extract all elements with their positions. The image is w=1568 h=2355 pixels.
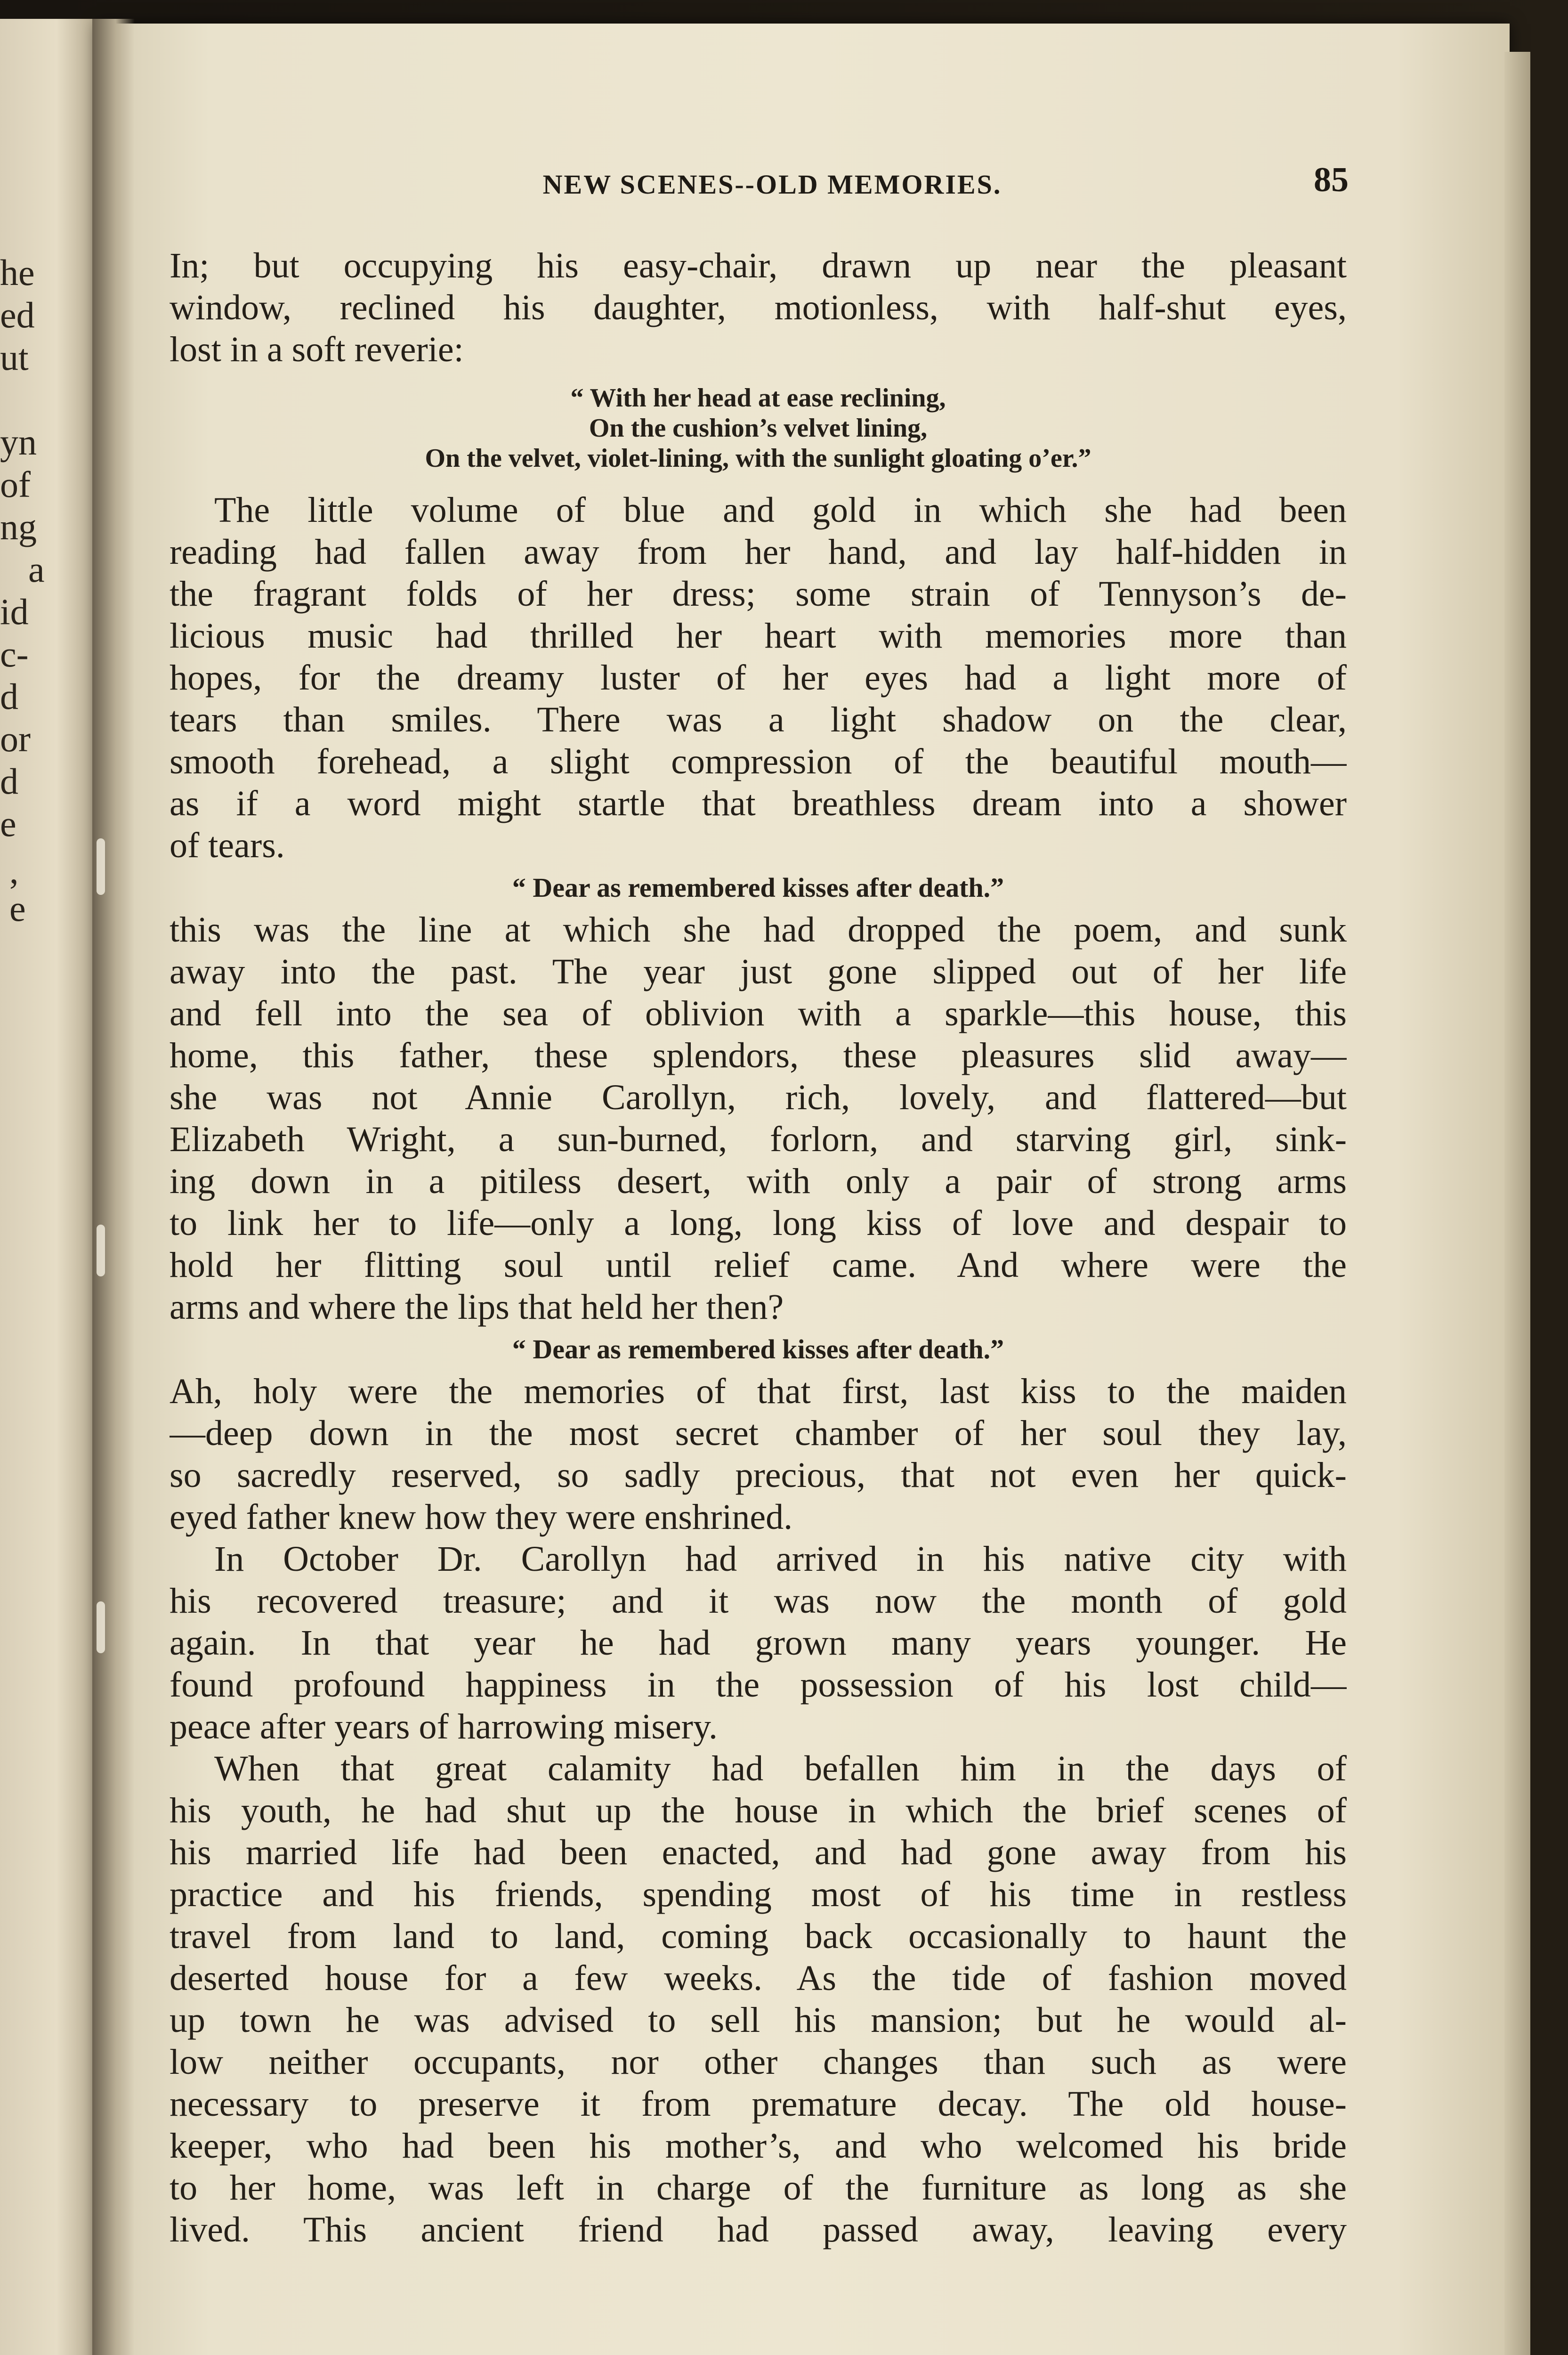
text-line: home, this father, these splendors, these pleasures slid away— [170,1036,1347,1075]
prev-page-fragment: e [9,888,26,929]
page-block-edge [1504,52,1530,2355]
text-line: tears than smiles. There was a light shadow on the clear, [170,700,1347,739]
prev-page-fragment: ut [0,337,29,378]
text-line: In October Dr. Carollyn had arrived in his native city with [214,1539,1347,1579]
text-line: When that great calamity had befallen him in the days of [214,1749,1347,1788]
text-line: and fell into the sea of oblivion with a sparkle—this house, this [170,994,1347,1033]
text-line: the fragrant folds of her dress; some strain of Tennyson’s de- [170,574,1347,614]
text-line: away into the past. The year just gone slipped out of her life [170,952,1347,991]
previous-page-edge [0,19,97,2355]
text-line: hold her flitting soul until relief came. And where were the [170,1245,1347,1285]
verse-line: On the velvet, violet-lining, with the sunlight gloating o’er.” [425,444,1091,473]
text-line: to her home, was left in charge of the furniture as long as she [170,2168,1347,2208]
text-line: In; but occupying his easy-chair, drawn up near the pleasant [170,246,1347,285]
text-line: up town he was advised to sell his mansion; but he would al- [170,2000,1347,2040]
prev-page-fragment: or [0,718,31,759]
text-line: Ah, holy were the memories of that first, last kiss to the maiden [170,1372,1347,1411]
text-line: this was the line at which she had dropped the poem, and sunk [170,910,1347,950]
text-line: smooth forehead, a slight compression of the beautiful mouth— [170,742,1347,781]
text-line: deserted house for a few weeks. As the tide of fashion moved [170,1958,1347,1998]
prev-page-fragment: of [0,464,31,505]
prev-page-fragment: ed [0,294,35,335]
prev-page-fragment: id [0,591,29,632]
prev-page-fragment: a [28,549,45,590]
binding-thread-mark [97,838,105,895]
verse-line: “ With her head at ease reclining, [570,383,946,413]
text-line: Elizabeth Wright, a sun-burned, forlorn, and starving girl, sink- [170,1120,1347,1159]
text-line: ing down in a pitiless desert, with only a pair of strong arms [170,1161,1347,1201]
text-line: travel from land to land, coming back occasionally to haunt the [170,1916,1347,1956]
page-number: 85 [1314,161,1349,199]
quotation-line: “ Dear as remembered kisses after death.” [512,1334,1004,1364]
quotation-line: “ Dear as remembered kisses after death.” [512,872,1004,903]
text-line: The little volume of blue and gold in which she had been [214,490,1347,530]
text-line: window, reclined his daughter, motionless, with half-shut eyes, [170,288,1347,327]
text-line: again. In that year he had grown many years younger. He [170,1623,1347,1663]
text-line: —deep down in the most secret chamber of her soul they lay, [170,1413,1347,1453]
text-line: his married life had been enacted, and had gone away from his [170,1833,1347,1872]
text-line: she was not Annie Carollyn, rich, lovely, and flattered—but [170,1078,1347,1117]
text-line: licious music had thrilled her heart with memories more than [170,616,1347,656]
text-line: practice and his friends, spending most of his time in restless [170,1875,1347,1914]
text-line: keeper, who had been his mother’s, and who welcomed his bride [170,2126,1347,2166]
text-line: his recovered treasure; and it was now the month of gold [170,1581,1347,1621]
text-line: low neither occupants, nor other changes than such as were [170,2042,1347,2082]
text-line: as if a word might startle that breathless dream into a shower [170,784,1347,823]
text-line: so sacredly reserved, so sadly precious, that not even her quick- [170,1455,1347,1495]
body-text [170,245,1347,2251]
binding-gutter [92,19,135,2355]
text-line: his youth, he had shut up the house in which the brief scenes of [170,1791,1347,1830]
text-line: of tears. [170,826,285,865]
prev-page-fragment: c- [0,633,29,674]
prev-page-fragment: yn [0,422,37,463]
prev-page-fragment: d [0,676,18,717]
text-line: peace after years of harrowing misery. [170,1707,718,1746]
text-line: reading had fallen away from her hand, and lay half-hidden in [170,532,1347,572]
text-line: hopes, for the dreamy luster of her eyes had a light more of [170,658,1347,698]
text-line: necessary to preserve it from premature decay. The old house- [170,2084,1347,2124]
text-line: lived. This ancient friend had passed away, leaving every [170,2210,1347,2249]
binding-thread-mark [97,1225,105,1276]
prev-page-fragment: e [0,803,16,844]
prev-page-fragment: d [0,761,18,802]
prev-page-fragment: , [9,850,19,891]
verse-line: On the cushion’s velvet lining, [589,414,928,443]
binding-thread-mark [97,1601,105,1653]
text-line: lost in a soft reverie: [170,330,464,369]
running-head: NEW SCENES--OLD MEMORIES. [542,169,1002,200]
text-line: found profound happiness in the possession of his lost child— [170,1665,1347,1705]
text-line: eyed father knew how they were enshrined. [170,1497,793,1537]
prev-page-fragment: he [0,252,35,293]
prev-page-fragment: ng [0,506,37,547]
text-line: to link her to life—only a long, long kiss of love and despair to [170,1203,1347,1243]
text-line: arms and where the lips that held her then? [170,1287,784,1327]
